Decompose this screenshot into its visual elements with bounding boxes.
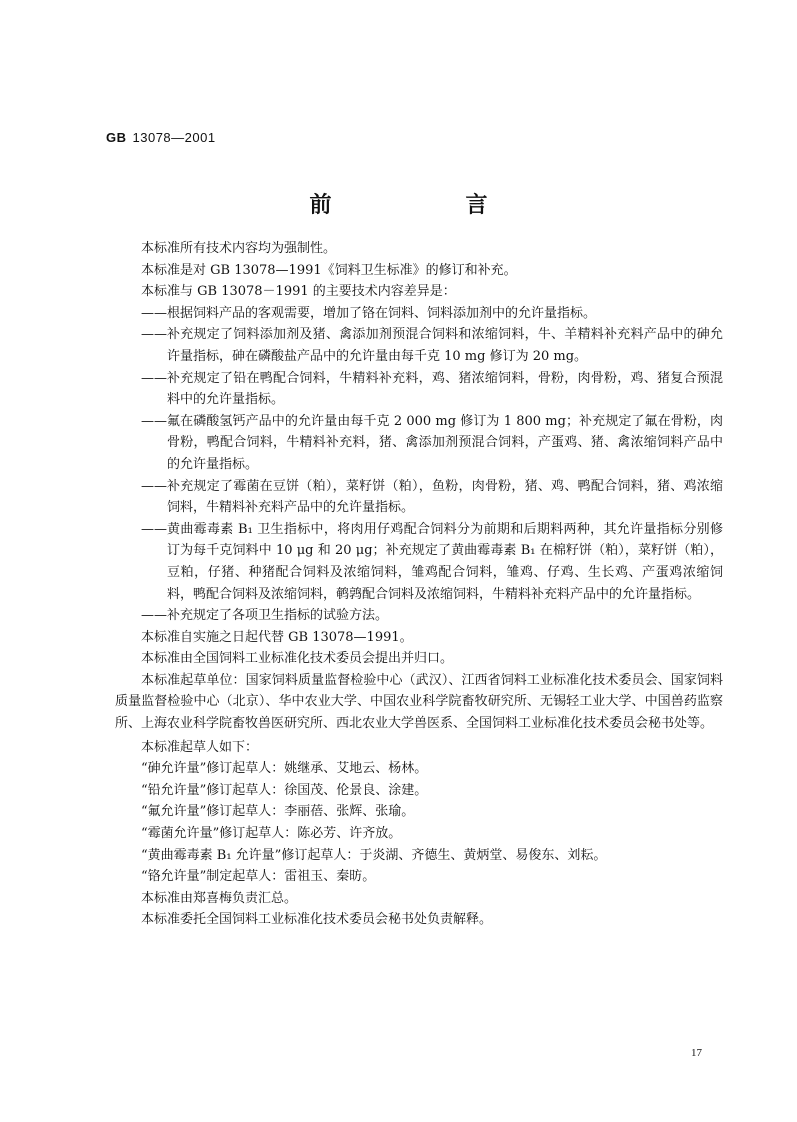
standard-code: 13078—2001 xyxy=(132,130,216,145)
foreword-body xyxy=(115,238,723,931)
paragraph: 本标准由郑喜梅负责汇总。 xyxy=(141,890,298,906)
drafter-line: “黄曲霉毒素 B₁ 允许量”修订起草人：于炎湖、齐德生、黄炳堂、易俊东、刘耘。 xyxy=(141,847,607,863)
paragraph: 本标准是对 GB 13078—1991《饲料卫生标准》的修订和补充。 xyxy=(141,262,517,278)
drafter-line: “砷允许量”修订起草人：姚继承、艾地云、杨林。 xyxy=(141,761,428,777)
standard-prefix: GB xyxy=(106,130,127,145)
drafter-line: “铬允许量”制定起草人：雷祖玉、秦昉。 xyxy=(141,869,376,885)
dash-mark: —— xyxy=(141,608,167,624)
standard-header xyxy=(106,130,216,145)
page-title: 前 言 xyxy=(309,192,544,218)
dash-mark: —— xyxy=(141,305,167,321)
difference-text: 根据饲料产品的客观需要，增加了铬在饲料、饲料添加剂中的允许量指标。 xyxy=(167,305,597,321)
difference-text: 黄曲霉毒素 B₁ 卫生指标中，将肉用仔鸡配合饲料分为前期和后期料两种，其允许量指标分别修订为每千克饲料中 10 μg 和 20 μg；补充规定了黄曲霉毒素 B₁ 在棉籽饼（粕），菜籽饼（粕），豆粕，仔猪、种猪配合饲料及浓缩饲料，雏鸡配合饲料，雏鸡、仔鸡、生长鸡、产蛋鸡浓缩饲料，鸭配合饲料及浓缩饲料，鹌鹑配合饲料及浓缩饲料，牛精料补充料产品中的允许量指标。 xyxy=(167,521,723,602)
difference-item xyxy=(115,519,723,605)
dash-mark: —— xyxy=(141,370,167,386)
dash-mark: —— xyxy=(141,327,167,343)
dash-mark: —— xyxy=(141,413,167,429)
difference-item xyxy=(115,476,723,519)
paragraph: 本标准起草单位：国家饲料质量监督检验中心（武汉）、江西省饲料工业标准化技术委员会、国家饲料质量监督检验中心（北京）、华中农业大学、中国农业科学院畜牧研究所、无锡轻工业大学、中国兽药监察所、上海农业科学院畜牧兽医研究所、西北农业大学兽医系、全国饲料工业标准化技术委员会秘书处等。 xyxy=(115,672,723,732)
paragraph: 本标准所有技术内容均为强制性。 xyxy=(141,241,337,256)
page-number: 17 xyxy=(691,1047,702,1059)
drafter-line: “霉菌允许量”修订起草人：陈必芳、许齐放。 xyxy=(141,826,402,842)
drafter-line: “氟允许量”修订起草人：李丽蓓、张辉、张瑜。 xyxy=(141,804,415,820)
difference-text: 补充规定了铅在鸭配合饲料，牛精料补充料，鸡、猪浓缩饲料，骨粉，肉骨粉，鸡、猪复合预混料中的允许量指标。 xyxy=(167,370,723,408)
paragraph: 本标准起草人如下： xyxy=(141,739,259,755)
paragraph: 本标准委托全国饲料工业标准化技术委员会秘书处负责解释。 xyxy=(141,912,493,928)
difference-text: 补充规定了霉菌在豆饼（粕），菜籽饼（粕），鱼粉，肉骨粉，猪、鸡、鸭配合饲料，猪、鸡浓缩饲料，牛精料补充料产品中的允许量指标。 xyxy=(167,478,723,516)
paragraph: 本标准由全国饲料工业标准化技术委员会提出并归口。 xyxy=(141,651,454,667)
difference-item xyxy=(115,411,723,476)
paragraph: 本标准自实施之日起代替 GB 13078—1991。 xyxy=(141,629,413,645)
difference-item xyxy=(115,368,723,411)
paragraph: 本标准与 GB 13078－1991 的主要技术内容差异是： xyxy=(141,284,456,300)
dash-mark: —— xyxy=(141,521,167,537)
difference-item xyxy=(115,605,723,627)
difference-item xyxy=(115,324,723,367)
difference-text: 补充规定了饲料添加剂及猪、禽添加剂预混合饲料和浓缩饲料，牛、羊精料补充料产品中的砷允许量指标，砷在磷酸盐产品中的允许量由每千克 10 mg 修订为 20 mg。 xyxy=(167,327,723,364)
dash-mark: —— xyxy=(141,478,167,494)
difference-text: 氟在磷酸氢钙产品中的允许量由每千克 2 000 mg 修订为 1 800 mg；补充规定了氟在骨粉，肉骨粉，鸭配合饲料，牛精料补充料，猪、禽添加剂预混合饲料，产蛋鸡、猪、禽浓缩饲料产品中的允许量指标。 xyxy=(167,413,723,472)
difference-text: 补充规定了各项卫生指标的试验方法。 xyxy=(167,608,389,624)
drafter-line: “铅允许量”修订起草人：徐国茂、伦景良、涂建。 xyxy=(141,782,428,798)
difference-item xyxy=(115,303,723,325)
